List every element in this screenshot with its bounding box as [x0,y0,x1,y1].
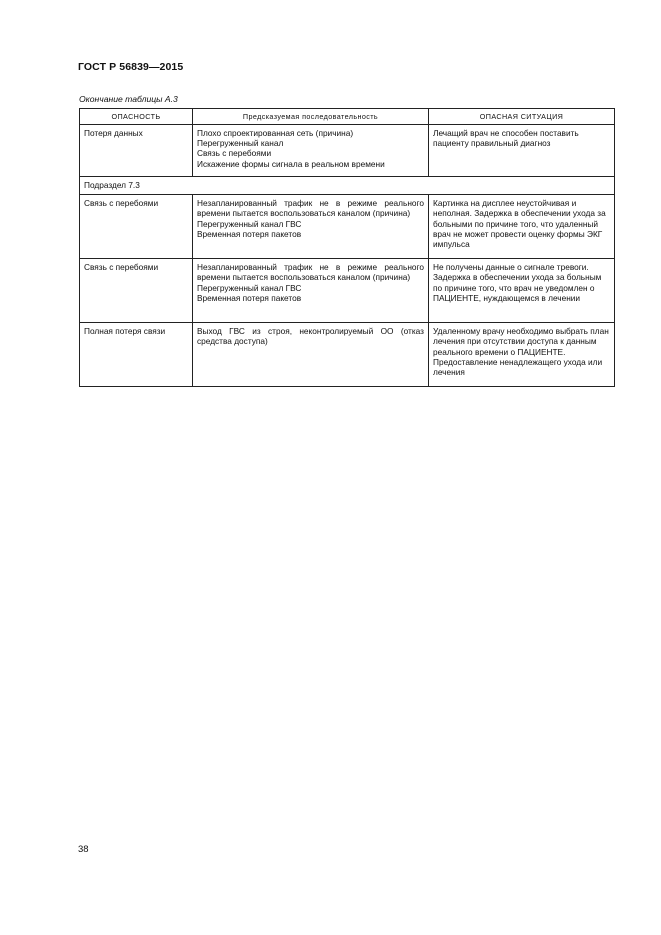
page-number: 38 [78,844,89,855]
table-caption: Окончание таблицы А.3 [79,94,178,104]
situation-cell: Картинка на дисплее неустойчивая и неполная. Задержка в обеспечении ухода за больными по причине того, что удаленный врач не может провести оценку формы ЭКГ импульса [429,195,615,259]
table-header-row [80,109,615,125]
column-header-hazard: ОПАСНОСТЬ [80,109,193,125]
sequence-line: Выход ГВС из строя, неконтролируемый ОО (отказ средства доступа) [197,326,424,347]
sequence-line: Плохо спроектированная сеть (причина) [197,128,354,138]
sequence-line: Искажение формы сигнала в реальном времени [197,158,385,169]
sequence-cell [193,125,429,177]
hazard-cell: Потеря данных [80,125,193,177]
sequence-line: Незапланированный трафик не в режиме реального времени пытается воспользоваться каналом (причина) [197,262,424,283]
table-row [80,259,615,323]
document-header-standard: ГОСТ Р 56839—2015 [78,61,184,73]
sequence-line: Связь с перебоями [197,148,272,159]
sequence-cell [193,259,429,323]
column-header-situation: ОПАСНАЯ СИТУАЦИЯ [429,109,615,125]
sequence-line: Временная потеря пакетов [197,228,302,239]
hazard-cell: Полная потеря связи [80,323,193,387]
table-row [80,323,615,387]
column-header-sequence: Предсказуемая последовательность [193,109,429,125]
sequence-line: Перегруженный канал ГВС [197,282,302,293]
sequence-cell [193,195,429,259]
situation-cell: Не получены данные о сигнале тревоги. Задержка в обеспечении ухода за больным по причине того, что врач не уведомлен о ПАЦИЕНТЕ, нуждающемся в лечении [429,259,615,323]
sequence-line: Перегруженный канал [197,138,284,149]
sequence-line: Временная потеря пакетов [197,292,302,303]
sequence-line: Перегруженный канал ГВС [197,218,302,229]
sequence-cell [193,323,429,387]
situation-cell: Удаленному врачу необходимо выбрать план лечения при отсутствии доступа к данным реального времени о ПАЦИЕНТЕ. Предоставление ненадлежащего ухода или лечения [429,323,615,387]
hazard-cell: Связь с перебоями [80,259,193,323]
table-row [80,195,615,259]
hazard-cell: Связь с перебоями [80,195,193,259]
sequence-line: Незапланированный трафик не в режиме реального времени пытается воспользоваться каналом (причина) [197,198,424,219]
section-row [80,177,615,195]
situation-cell: Лечащий врач не способен поставить пациенту правильный диагноз [429,125,615,177]
table-row [80,125,615,177]
hazard-table [79,108,615,387]
section-label: Подраздел 7.3 [80,177,615,195]
